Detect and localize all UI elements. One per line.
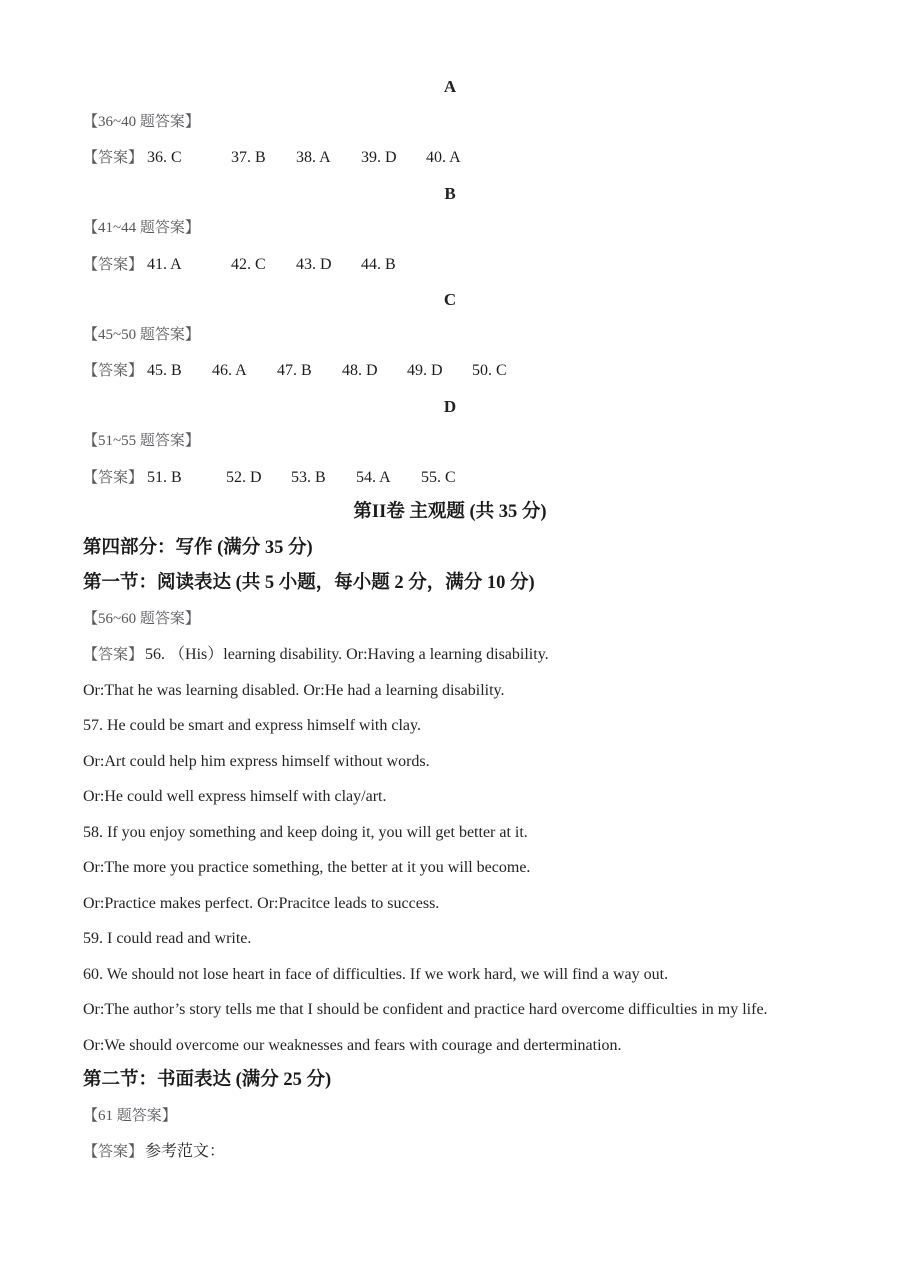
reading-answer-line: Or:He could well express himself with clay/art. — [83, 788, 387, 805]
answer-item: 53. B — [291, 468, 326, 486]
writing-answer-text: 参考范文： — [145, 1143, 226, 1160]
reading-answer-line: Or:We should overcome our weaknesses and fears with courage and dertermination. — [83, 1036, 622, 1054]
answer-range-title-61: 【61 题答案】 — [83, 1107, 177, 1124]
passage-letter-b: B — [444, 183, 456, 203]
reading-answer-line: 58. If you enjoy something and keep doing it, you will get better at it. — [83, 823, 528, 841]
answer-item: 37. B — [231, 149, 266, 166]
answers-row-45-50 — [0, 353, 900, 389]
answer-item: 46. A — [212, 362, 247, 379]
answer-range-title-51-55: 【51~55 题答案】 — [83, 433, 200, 449]
passage-letter-a: A — [443, 77, 457, 96]
answer-prefix-label: 【答案】 — [83, 256, 144, 273]
answer-item: 38. A — [296, 149, 331, 166]
answer-item: 49. D — [407, 362, 443, 379]
answer-item: 47. B — [277, 362, 312, 379]
answers-row-41-44 — [0, 247, 900, 283]
reading-answer-text: 56. （His）learning disability. Or:Having a learning disability. — [145, 646, 549, 663]
reading-answer-line: Or:The author’s story tells me that I should be confident and practice hard overcome difficulties in my life. — [83, 1001, 768, 1018]
answers-row-51-55 — [0, 460, 900, 496]
reading-answer-line: Or:Art could help him express himself without words. — [83, 752, 430, 770]
answer-item: 48. D — [342, 362, 378, 379]
passage-letter-c: C — [443, 290, 457, 309]
answer-item: 40. A — [426, 149, 461, 166]
answers-row-36-40 — [0, 140, 900, 176]
reading-answer-line-56 — [0, 637, 900, 673]
answer-item: 36. C — [147, 149, 182, 166]
answer-item: 45. B — [147, 362, 182, 379]
passage-letter-d: D — [443, 396, 457, 416]
answer-item: 43. D — [296, 255, 332, 273]
reading-answer-line: Or:That he was learning disabled. Or:He had a learning disability. — [83, 681, 505, 699]
reading-answer-line: 59. I could read and write. — [83, 930, 252, 947]
answer-range-title-36-40: 【36~40 题答案】 — [83, 113, 200, 130]
answer-item: 42. C — [231, 255, 266, 273]
answer-item: 52. D — [226, 468, 262, 486]
reading-answer-line: 57. He could be smart and express himself with clay. — [83, 717, 421, 734]
answer-range-title-45-50: 【45~50 题答案】 — [83, 326, 200, 343]
answer-item: 55. C — [421, 468, 456, 486]
answer-item: 50. C — [472, 362, 507, 379]
answer-prefix-label: 【答案】 — [83, 1144, 144, 1160]
answer-item: 39. D — [361, 149, 397, 166]
answer-item: 44. B — [361, 255, 396, 273]
reading-answer-line: 60. We should not lose heart in face of difficulties. If we work hard, we will find a way out. — [83, 965, 669, 983]
answer-item: 54. A — [356, 468, 391, 486]
answer-prefix-label: 【答案】 — [83, 363, 144, 379]
reading-answer-line: Or:Practice makes perfect. Or:Pracitce leads to success. — [83, 894, 440, 912]
answer-item: 51. B — [147, 468, 182, 486]
answer-range-title-41-44: 【41~44 题答案】 — [83, 220, 200, 236]
answer-range-title-56-60: 【56~60 题答案】 — [83, 610, 200, 627]
volume2-heading: 第II卷 主观题 (共 35 分) — [353, 502, 547, 522]
answer-prefix-label: 【答案】 — [83, 647, 144, 663]
answer-item: 41. A — [147, 255, 182, 273]
answer-prefix-label: 【答案】 — [83, 469, 144, 486]
part4-heading: 第四部分：写作 (满分 35 分) — [83, 537, 313, 558]
writing-answer-line-61 — [0, 1134, 900, 1170]
section2-heading: 第二节：书面表达 (满分 25 分) — [83, 1070, 332, 1090]
answer-prefix-label: 【答案】 — [83, 150, 144, 166]
section1-heading: 第一节：阅读表达 (共 5 小题，每小题 2 分，满分 10 分) — [83, 573, 535, 593]
reading-answer-line: Or:The more you practice something, the better at it you will become. — [83, 859, 531, 876]
